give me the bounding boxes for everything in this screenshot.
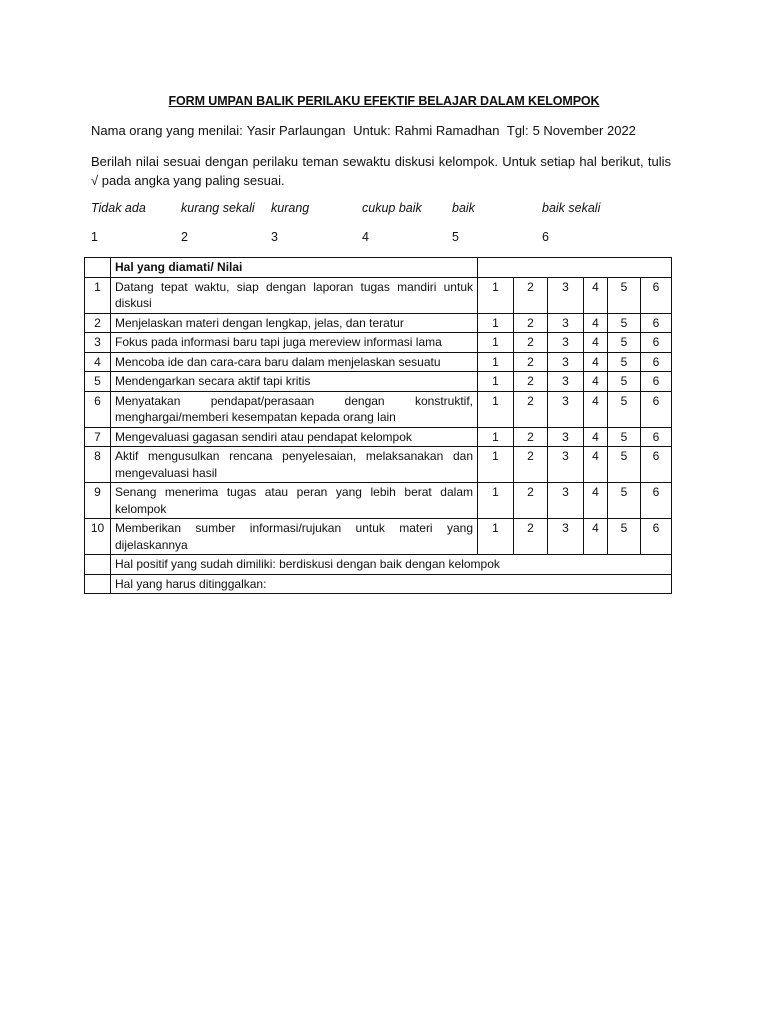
table-row [85, 372, 672, 392]
score-option-6[interactable]: 6 [641, 372, 672, 392]
score-option-1[interactable]: 1 [478, 372, 514, 392]
score-option-2[interactable]: 2 [514, 372, 548, 392]
scale-number: 5 [452, 230, 459, 244]
row-item-text: Menjelaskan materi dengan lengkap, jelas, dan teratur [111, 313, 478, 333]
score-option-3[interactable]: 3 [548, 372, 584, 392]
score-option-3[interactable]: 3 [548, 277, 584, 313]
score-option-1[interactable]: 1 [478, 352, 514, 372]
row-number: 6 [85, 391, 111, 427]
row-item-text: Mendengarkan secara aktif tapi kritis [111, 372, 478, 392]
table-row [85, 277, 672, 313]
scale-label: baik sekali [542, 201, 601, 215]
table-row [85, 483, 672, 519]
scale-number: 4 [362, 230, 369, 244]
score-option-3[interactable]: 3 [548, 447, 584, 483]
row-item-text: Datang tepat waktu, siap dengan laporan tugas mandiri untuk diskusi [111, 277, 478, 313]
table-header-row [85, 258, 672, 278]
score-option-6[interactable]: 6 [641, 447, 672, 483]
row-item-text: Aktif mengusulkan rencana penyelesaian, melaksanakan dan mengevaluasi hasil [111, 447, 478, 483]
score-option-6[interactable]: 6 [641, 352, 672, 372]
avoid-note[interactable]: Hal yang harus ditinggalkan: [111, 574, 672, 594]
table-row [85, 352, 672, 372]
score-option-2[interactable]: 2 [514, 519, 548, 555]
date-label: Tgl: [506, 123, 529, 138]
note-number-cell [85, 574, 111, 594]
score-option-5[interactable]: 5 [608, 352, 641, 372]
score-option-6[interactable]: 6 [641, 519, 672, 555]
scale-number: 6 [542, 230, 549, 244]
score-option-3[interactable]: 3 [548, 427, 584, 447]
table-row [85, 447, 672, 483]
score-option-1[interactable]: 1 [478, 427, 514, 447]
score-option-2[interactable]: 2 [514, 333, 548, 353]
rater-value: Yasir Parlaungan [246, 123, 346, 138]
score-option-3[interactable]: 3 [548, 333, 584, 353]
score-option-4[interactable]: 4 [584, 447, 608, 483]
positive-note-row [85, 555, 672, 575]
table-row [85, 313, 672, 333]
score-option-4[interactable]: 4 [584, 313, 608, 333]
score-option-3[interactable]: 3 [548, 352, 584, 372]
score-option-6[interactable]: 6 [641, 333, 672, 353]
score-option-4[interactable]: 4 [584, 352, 608, 372]
score-option-3[interactable]: 3 [548, 483, 584, 519]
row-number: 9 [85, 483, 111, 519]
row-number: 4 [85, 352, 111, 372]
score-option-2[interactable]: 2 [514, 352, 548, 372]
score-option-5[interactable]: 5 [608, 277, 641, 313]
row-number: 7 [85, 427, 111, 447]
score-option-5[interactable]: 5 [608, 483, 641, 519]
score-option-4[interactable]: 4 [584, 483, 608, 519]
header-number-cell [85, 258, 111, 278]
scale-labels [91, 201, 691, 219]
score-option-2[interactable]: 2 [514, 447, 548, 483]
score-option-5[interactable]: 5 [608, 447, 641, 483]
score-option-5[interactable]: 5 [608, 372, 641, 392]
score-option-5[interactable]: 5 [608, 427, 641, 447]
row-number: 10 [85, 519, 111, 555]
avoid-note-row [85, 574, 672, 594]
table-row [85, 427, 672, 447]
score-option-4[interactable]: 4 [584, 391, 608, 427]
row-number: 5 [85, 372, 111, 392]
score-option-1[interactable]: 1 [478, 333, 514, 353]
target-value: Rahmi Ramadhan [394, 123, 500, 138]
score-option-2[interactable]: 2 [514, 427, 548, 447]
score-option-5[interactable]: 5 [608, 333, 641, 353]
header-score-cell [478, 258, 672, 278]
score-option-6[interactable]: 6 [641, 483, 672, 519]
score-option-6[interactable]: 6 [641, 313, 672, 333]
target-label: Untuk: [353, 123, 391, 138]
form-meta [91, 123, 640, 138]
instruction-text: Berilah nilai sesuai dengan perilaku teman sewaktu diskusi kelompok. Untuk setiap hal berikut, tulis √ pada angka yang paling sesuai. [91, 154, 671, 188]
score-option-6[interactable]: 6 [641, 427, 672, 447]
score-option-2[interactable]: 2 [514, 483, 548, 519]
scale-number: 2 [181, 230, 188, 244]
score-option-5[interactable]: 5 [608, 519, 641, 555]
note-number-cell [85, 555, 111, 575]
row-number: 8 [85, 447, 111, 483]
row-number: 1 [85, 277, 111, 313]
score-option-4[interactable]: 4 [584, 427, 608, 447]
score-option-4[interactable]: 4 [584, 519, 608, 555]
score-option-1[interactable]: 1 [478, 519, 514, 555]
positive-note[interactable]: Hal positif yang sudah dimiliki: berdiskusi dengan baik dengan kelompok [111, 555, 672, 575]
score-option-4[interactable]: 4 [584, 372, 608, 392]
form-title: FORM UMPAN BALIK PERILAKU EFEKTIF BELAJAR DALAM KELOMPOK [168, 94, 600, 108]
score-option-1[interactable]: 1 [478, 391, 514, 427]
score-option-1[interactable]: 1 [478, 447, 514, 483]
score-option-4[interactable]: 4 [584, 333, 608, 353]
score-option-3[interactable]: 3 [548, 391, 584, 427]
score-option-6[interactable]: 6 [641, 277, 672, 313]
score-option-1[interactable]: 1 [478, 277, 514, 313]
row-item-text: Mencoba ide dan cara-cara baru dalam menjelaskan sesuatu [111, 352, 478, 372]
score-option-5[interactable]: 5 [608, 391, 641, 427]
score-option-3[interactable]: 3 [548, 519, 584, 555]
table-row [85, 333, 672, 353]
rater-label: Nama orang yang menilai: [91, 123, 243, 138]
score-option-6[interactable]: 6 [641, 391, 672, 427]
scale-label: Tidak ada [91, 201, 146, 215]
scale-label: baik [452, 201, 475, 215]
table-header: Hal yang diamati/ Nilai [111, 258, 478, 278]
feedback-table [84, 257, 672, 594]
row-number: 2 [85, 313, 111, 333]
table-row [85, 391, 672, 427]
date-value: 5 November 2022 [532, 123, 636, 138]
score-option-1[interactable]: 1 [478, 313, 514, 333]
row-item-text: Menyatakan pendapat/perasaan dengan konstruktif, menghargai/memberi kesempatan kepada orang lain [111, 391, 478, 427]
row-item-text: Senang menerima tugas atau peran yang lebih berat dalam kelompok [111, 483, 478, 519]
score-option-2[interactable]: 2 [514, 277, 548, 313]
scale-number: 1 [91, 230, 98, 244]
row-item-text: Memberikan sumber informasi/rujukan untuk materi yang dijelaskannya [111, 519, 478, 555]
row-item-text: Fokus pada informasi baru tapi juga mereview informasi lama [111, 333, 478, 353]
scale-numbers [91, 230, 691, 248]
score-option-3[interactable]: 3 [548, 313, 584, 333]
table-row [85, 519, 672, 555]
score-option-1[interactable]: 1 [478, 483, 514, 519]
row-item-text: Mengevaluasi gagasan sendiri atau pendapat kelompok [111, 427, 478, 447]
score-option-2[interactable]: 2 [514, 313, 548, 333]
score-option-4[interactable]: 4 [584, 277, 608, 313]
row-number: 3 [85, 333, 111, 353]
score-option-2[interactable]: 2 [514, 391, 548, 427]
scale-number: 3 [271, 230, 278, 244]
scale-label: kurang sekali [181, 201, 255, 215]
scale-label: cukup baik [362, 201, 422, 215]
score-option-5[interactable]: 5 [608, 313, 641, 333]
scale-label: kurang [271, 201, 310, 215]
